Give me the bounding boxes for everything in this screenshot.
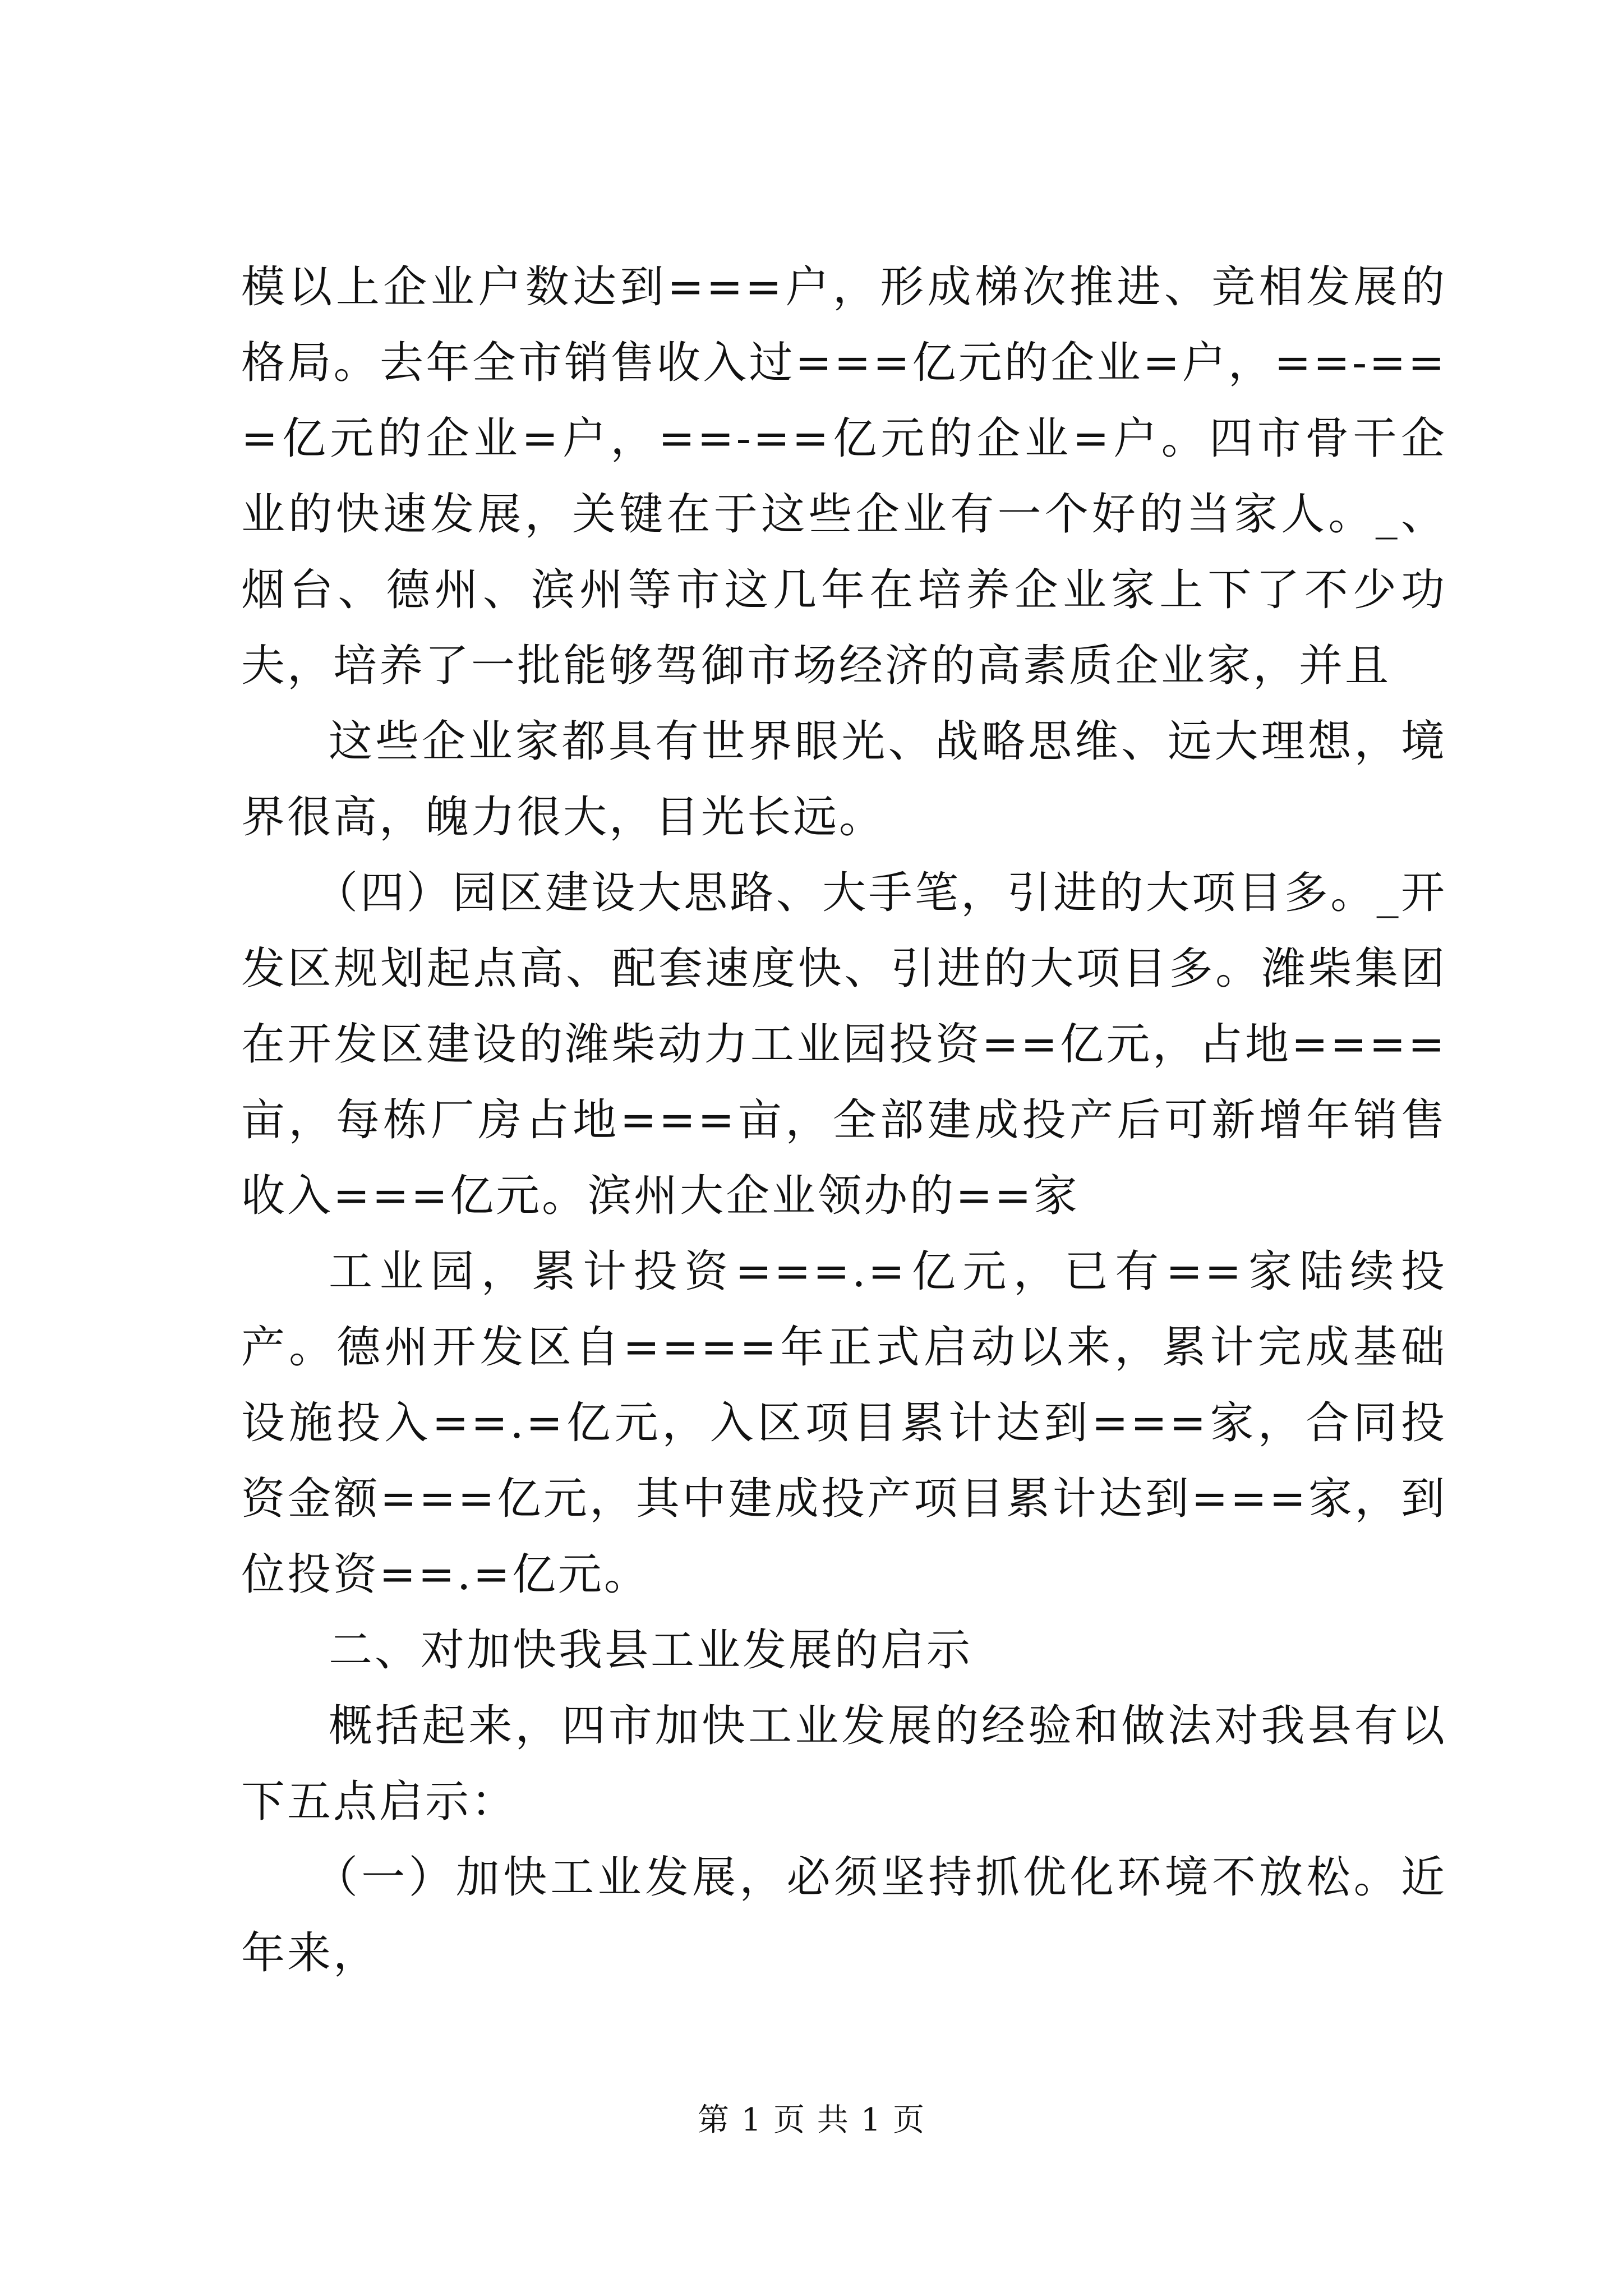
paragraph-4: 工业园，累计投资===.=亿元，已有==家陆续投产。德州开发区自====年正式启动以来，累计完成基础设施投入==.=亿元，入区项目累计达到===家，合同投资金额===亿元，其中建成投产项目累计达到===家，到位投资==.=亿元。	[241, 1246, 1447, 1600]
paragraph-2: 这些企业家都具有世界眼光、战略思维、远大理想，境界很高，魄力很大，目光长远。	[241, 716, 1447, 843]
document-body	[241, 250, 1447, 1991]
section-heading: 二、对加快我县工业发展的启示	[329, 1625, 973, 1676]
page-number-footer: 第 1 页 共 1 页	[697, 2102, 926, 2138]
paragraph-5: 概括起来，四市加快工业发展的经验和做法对我县有以下五点启示：	[241, 1701, 1447, 1827]
paragraph-6: （一）加快工业发展，必须坚持抓优化环境不放松。近年来，	[241, 1852, 1447, 1978]
paragraph-1: 模以上企业户数达到===户，形成梯次推进、竞相发展的格局。去年全市销售收入过===亿元的企业=户，==-===亿元的企业=户，==-==亿元的企业=户。四市骨干企业的快速发展，关键在于这些企业有一个好的当家人。_、烟台、德州、滨州等市这几年在培养企业家上下了不少功夫，培养了一批能够驾御市场经济的高素质企业家，并且	[241, 262, 1447, 691]
paragraph-3: （四）园区建设大思路、大手笔，引进的大项目多。_开发区规划起点高、配套速度快、引进的大项目多。潍柴集团在开发区建设的潍柴动力工业园投资==亿元，占地====亩，每栋厂房占地===亩，全部建成投产后可新增年销售收入===亿元。滨州大企业领办的==家	[241, 868, 1447, 1221]
